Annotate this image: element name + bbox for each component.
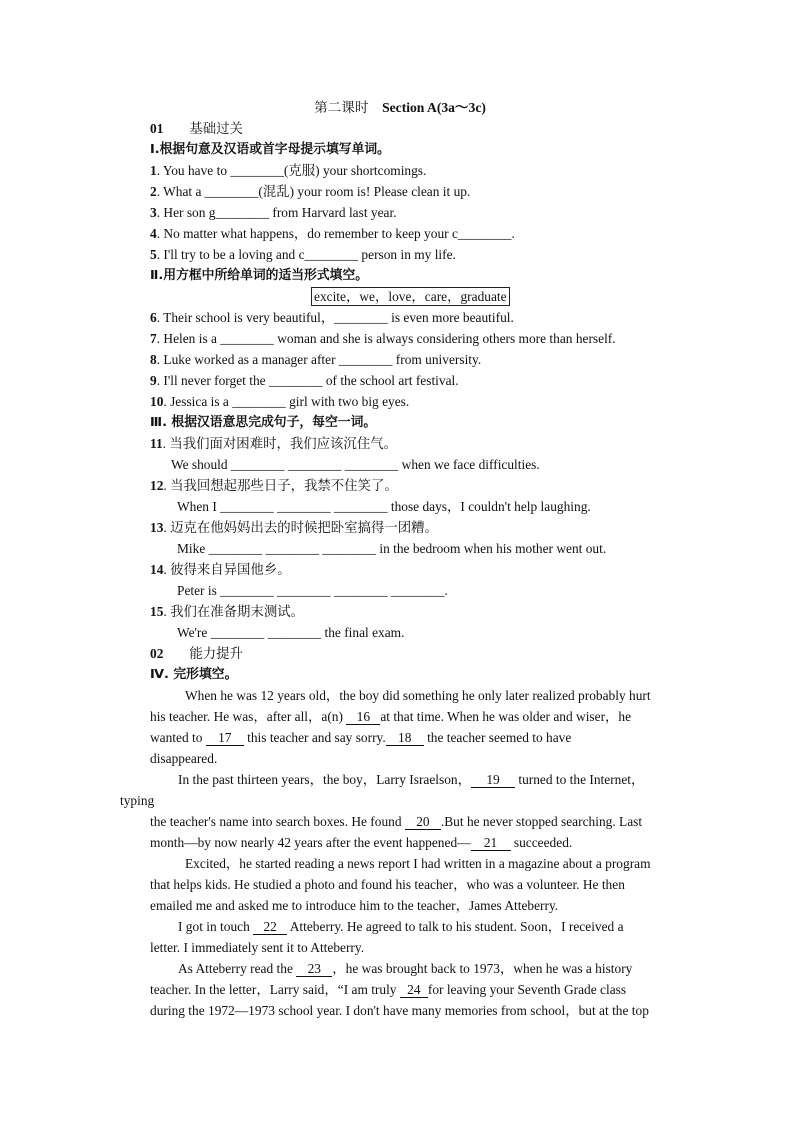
question-3: 3. Her son g________ from Harvard last year. xyxy=(150,205,397,220)
passage-line: When he was 12 years old，the boy did something he only later realized probably hurt xyxy=(185,688,651,703)
passage-line: teacher. In the letter，Larry said，“I am truly 24 for leaving your Seventh Grade class xyxy=(150,982,627,997)
question-10: 10. Jessica is a ________ girl with two big eyes. xyxy=(150,394,410,409)
section-2-heading: Ⅱ.用方框中所给单词的适当形式填空。 xyxy=(150,268,369,283)
question-13-english: Mike ________ ________ ________ in the bedroom when his mother went out. xyxy=(177,541,607,556)
question-7: 7. Helen is a ________ woman and she is always considering others more than herself. xyxy=(150,331,616,346)
blank-16[interactable]: 16 xyxy=(346,710,380,725)
question-11-english: We should ________ ________ ________ when we face difficulties. xyxy=(171,457,540,472)
part-advanced-heading: 02 能力提升 xyxy=(150,646,243,661)
lesson-label: 第二课时 xyxy=(314,100,369,115)
passage-line: wanted to 17 this teacher and say sorry. 18 the teacher seemed to have xyxy=(150,730,572,745)
section-1-heading: Ⅰ.根据句意及汉语或首字母提示填写单词。 xyxy=(150,142,390,157)
blank-21[interactable]: 21 xyxy=(471,836,511,851)
passage-line: emailed me and asked me to introduce him to the teacher，James Atteberry. xyxy=(150,898,559,913)
blank-24[interactable]: 24 xyxy=(400,983,428,998)
passage-line: the teacher's name into search boxes. He found 20 .But he never stopped searching. Last xyxy=(150,814,643,829)
passage-line: I got in touch 22 Atteberry. He agreed to talk to his student. Soon，I received a xyxy=(178,919,624,934)
passage-line: Excited，he started reading a news report I had written in a magazine about a program xyxy=(185,856,651,871)
passage-line: month—by now nearly 42 years after the event happened— 21 succeeded. xyxy=(150,835,573,850)
question-15-english: We're ________ ________ the final exam. xyxy=(177,625,405,640)
blank-18[interactable]: 18 xyxy=(386,731,424,746)
question-5: 5. I'll try to be a loving and c________ person in my life. xyxy=(150,247,456,262)
question-4: 4. No matter what happens，do remember to keep your c________. xyxy=(150,226,515,241)
blank-22[interactable]: 22 xyxy=(253,920,287,935)
passage-line: during the 1972—1973 school year. I don't have many memories from school，but at the top xyxy=(150,1003,649,1018)
question-6: 6. Their school is very beautiful，________ is even more beautiful. xyxy=(150,310,514,325)
section-3-heading: Ⅲ. 根据汉语意思完成句子，每空一词。 xyxy=(150,415,377,430)
question-2: 2. What a ________(混乱) your room is! Please clean it up. xyxy=(150,184,471,199)
question-12-english: When I ________ ________ ________ those days，I couldn't help laughing. xyxy=(177,499,591,514)
question-12-chinese: 12. 当我回想起那些日子，我禁不住笑了。 xyxy=(150,478,398,493)
question-8: 8. Luke worked as a manager after ________ from university. xyxy=(150,352,482,367)
passage-line: disappeared. xyxy=(150,751,218,766)
question-1: 1. You have to ________(克服) your shortcomings. xyxy=(150,163,427,178)
part-basic-heading: 01 基础过关 xyxy=(150,121,243,136)
passage-line: In the past thirteen years，the boy，Larry Israelson， 19 turned to the Internet， xyxy=(178,772,645,787)
question-14-english: Peter is ________ ________ ________ ________. xyxy=(177,583,448,598)
question-13-chinese: 13. 迈克在他妈妈出去的时候把卧室搞得一团糟。 xyxy=(150,520,438,535)
question-14-chinese: 14. 彼得来自异国他乡。 xyxy=(150,562,291,577)
question-15-chinese: 15. 我们在准备期末测试。 xyxy=(150,604,304,619)
word-box: excite，we，love，care，graduate xyxy=(311,287,510,306)
page-title xyxy=(0,99,800,117)
question-9: 9. I'll never forget the ________ of the school art festival. xyxy=(150,373,459,388)
blank-23[interactable]: 23 xyxy=(296,962,332,977)
question-11-chinese: 11. 当我们面对困难时，我们应该沉住气。 xyxy=(150,436,397,451)
passage-line: As Atteberry read the 23 ，he was brought back to 1973，when he was a history xyxy=(178,961,633,976)
section-label: Section A(3a～3c) xyxy=(382,100,486,115)
passage-line: letter. I immediately sent it to Atteberry. xyxy=(150,940,365,955)
section-4-heading: Ⅳ. 完形填空。 xyxy=(150,667,238,682)
blank-19[interactable]: 19 xyxy=(471,773,515,788)
blank-17[interactable]: 17 xyxy=(206,731,244,746)
passage-line: that helps kids. He studied a photo and found his teacher，who was a volunteer. He then xyxy=(150,877,625,892)
passage-line: his teacher. He was，after all，a(n) 16 at that time. When he was older and wiser，he xyxy=(150,709,632,724)
blank-20[interactable]: 20 xyxy=(405,815,441,830)
passage-line: typing xyxy=(120,793,155,808)
